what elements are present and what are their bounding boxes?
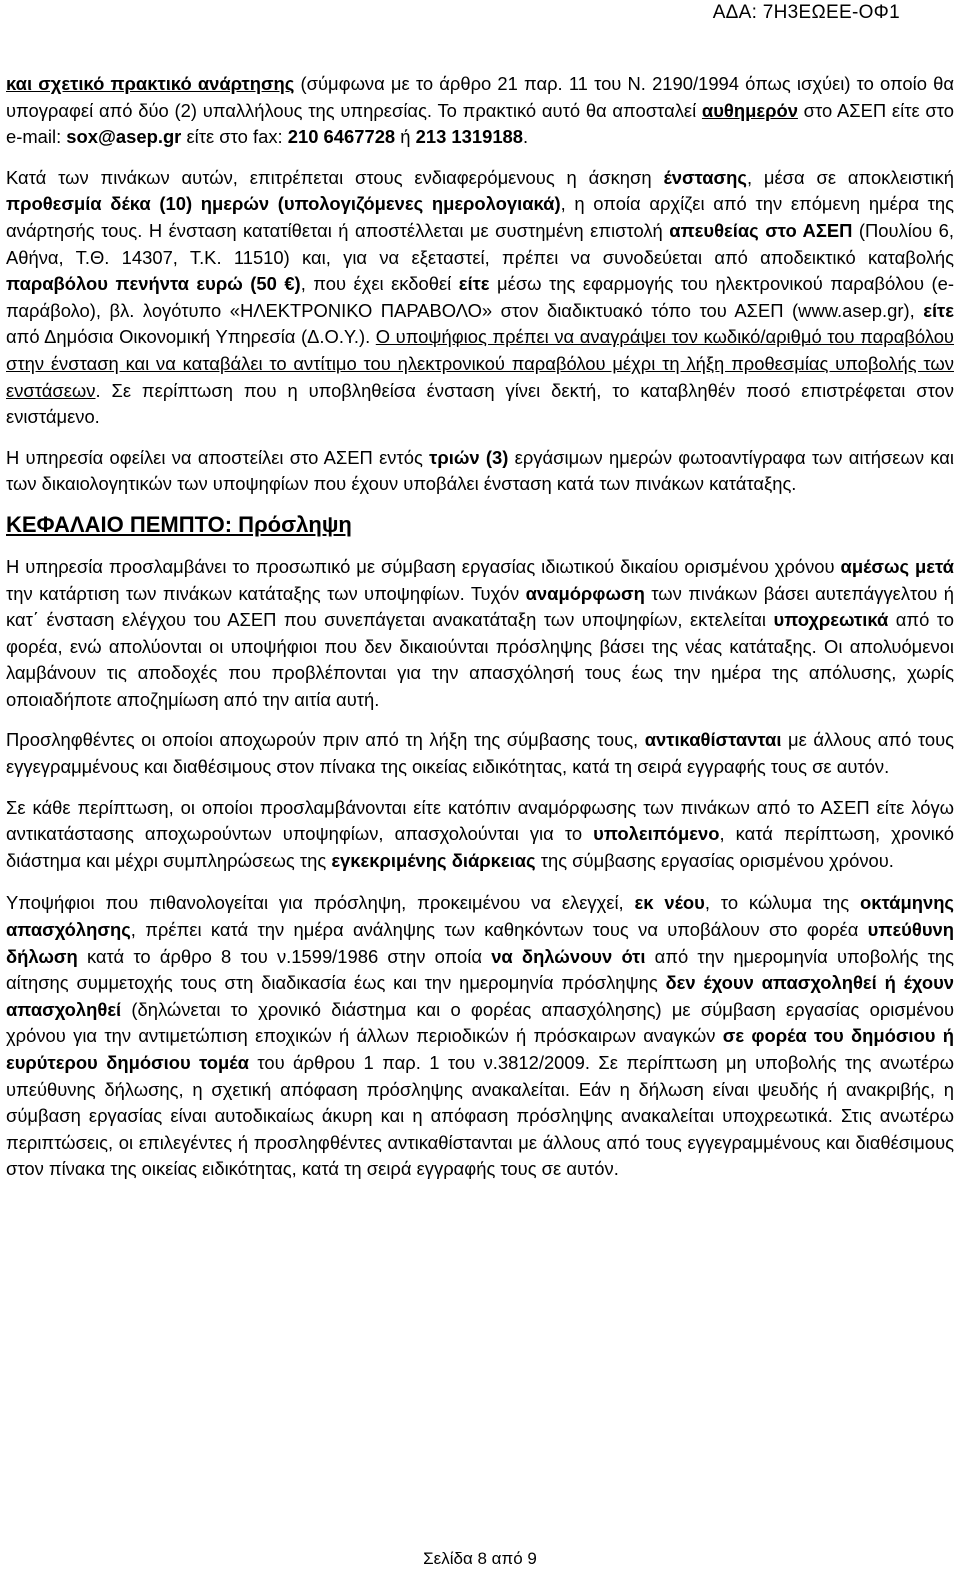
text: εργάσιμων ημερών φωτοαντίγραφα των αιτήσεων και των δικαιολογητικών των υποψηφίων που έχουν υποβάλει ένσταση κατά των πινάκων κατάταξης. (6, 446, 954, 495)
text-underlined: Ο υποψήφιος πρέπει να αναγράψει τον κωδικό/αριθμό του παραβόλου στην ένσταση και να καταβάλει το αντίτιμο του ηλεκτρονικού παραβόλου μέχρι τη λήξη προθεσμίας υποβολής των ενστάσεων (6, 326, 954, 401)
text-bold: απευθείας στο ΑΣΕΠ (669, 219, 853, 241)
text: Προσληφθέντες οι οποίοι αποχωρούν πριν από τη λήξη της σύμβασης τους, (6, 729, 645, 751)
document-body (6, 71, 954, 1183)
text: Η υπηρεσία προσλαμβάνει το προσωπικό με σύμβαση εργασίας ιδιωτικού δικαίου ορισμένου χρόνου (6, 555, 841, 577)
paragraph-remaining-duration (6, 795, 954, 875)
text: , το κώλυμα της (704, 892, 860, 914)
paragraph-objection (6, 165, 954, 431)
text: (Πουλίου 6, Αθήνα, Τ.Θ. 14307, Τ.Κ. 11510) και, για να εξεταστεί, πρέπει να συνοδεύεται από αποδεικτικό καταβολής (6, 219, 954, 268)
text: των πινάκων βάσει αυτεπάγγελτου ή κατ΄ ένσταση ελέγχου του ΑΣΕΠ που συνεπάγεται ανακατάταξη των υποψηφίων, εκτελείται (6, 582, 955, 631)
text: (δηλώνεται το χρονικό διάστημα και ο φορέας απασχόλησης) με σύμβαση εργασίας ορισμένου χρόνου για την αντιμετώπιση εποχικών ή άλλων περιοδικών ή πρόσκαιρων αναγκών (6, 998, 954, 1047)
text: ή (395, 126, 416, 148)
text-bold: είτε (458, 273, 490, 295)
fax-number-1: 210 6467728 (287, 126, 396, 148)
text: από το φορέα, ενώ απολύονται οι υποψήφιοι που δεν δικαιούνται πρόσληψης βάσει της νέας κατάταξης. Οι απολυόμενοι λαμβάνουν τις αποδοχές που προβλέπονται για την απασχόλησή τους έως την ημέρα της απόλυσης, χωρίς οποιαδήποτε αποζημίωση από την αιτία αυτή. (6, 609, 955, 710)
text: από την ημερομηνία υποβολής της αίτησης συμμετοχής τους στη διαδικασία έως και την ημερομηνία πρόσληψης (6, 945, 954, 994)
text: μέσω της εφαρμογής του ηλεκτρονικού παραβόλου (e-παράβολο), βλ. λογότυπο «ΗΛΕΚΤΡΟΝΙΚΟ ΠΑΡΑΒΟΛΟ» στον διαδικτυακό τόπο του ΑΣΕΠ (www.asep.gr), (6, 273, 955, 321)
text-bold: αμέσως μετά (840, 555, 954, 577)
text-bold: αντικαθίστανται (644, 729, 782, 751)
text: , κατά περίπτωση, χρονικό διάστημα και μέχρι συμπληρώσεως της (6, 823, 954, 871)
text: , μέσα σε αποκλειστική (746, 166, 954, 188)
text: (σύμφωνα με το άρθρο 21 παρ. 11 του Ν. 2190/1994 όπως ισχύει) το οποίο θα υπογραφεί από δύο (2) υπαλλήλους της υπηρεσίας. Το πρακτικό αυτό θα αποσταλεί (6, 73, 954, 121)
text: στο ΑΣΕΠ είτε στο e-mail: (6, 99, 954, 148)
text-bold: οκτάμηνης απασχόλησης (6, 892, 955, 941)
text-bold: τριών (3) (429, 446, 509, 468)
text: , η οποία αρχίζει από την επόμενη ημέρα της ανάρτησής τους. Η ένσταση κατατίθεται ή αποστέλλεται με συστημένη επιστολή (6, 193, 954, 241)
text: Η υπηρεσία οφείλει να αποστείλει στο ΑΣΕΠ εντός (6, 446, 430, 468)
text: . (523, 126, 529, 148)
text-bold: είτε (923, 299, 954, 321)
text-bold: να δηλώνουν ότι (491, 945, 646, 967)
text: του άρθρου 1 παρ. 1 του ν.3812/2009. Σε περίπτωση μη υποβολής της ανωτέρω υπεύθυνης δήλωσης, η σχετική απόφαση πρόσληψης ανακαλείται. Εάν η δήλωση είναι ψευδής ή ανακριβής, η σύμβαση εργασίας είναι αυτοδικαίως άκυρη και η απόφαση πρόσληψης ανακαλείται υποχρεωτικά. Στις ανωτέρω περιπτώσεις, οι επιλεγέντες ή προσληφθέντες αντικαθίστανται με άλλους από τους εγγεγραμμένους και διαθέσιμους στον πίνακα της οικείας ειδικότητας, κατά τη σειρά εγγραφής τους σε αυτόν. (6, 1052, 954, 1180)
ada-code: ΑΔΑ: 7Η3ΕΩΕΕ-ΟΦ1 (712, 2, 900, 23)
text: την κατάρτιση των πινάκων κατάταξης των υποψηφίων. Τυχόν (6, 582, 526, 604)
paragraph-posting-record (6, 71, 954, 151)
text: από Δημόσια Οικονομική Υπηρεσία (Δ.Ο.Υ.). (6, 326, 376, 348)
text-bold: αυθημερόν (701, 99, 798, 121)
text-bold: προθεσμία δέκα (10) ημερών (υπολογιζόμενες ημερολογιακά) (6, 193, 561, 215)
fax-number-2: 213 1319188 (415, 126, 523, 148)
paragraph-hiring (6, 554, 954, 714)
text: είτε στο fax: (181, 126, 288, 148)
text: κατά το άρθρο 8 του ν.1599/1986 στην οποία (77, 945, 492, 967)
text: Σε κάθε περίπτωση, οι οποίοι προσλαμβάνονται είτε κατόπιν αναμόρφωσης των πινάκων από το ΑΣΕΠ είτε λόγω αντικατάστασης αποχωρούντων υποψηφίων, απασχολούνται για το (6, 796, 954, 845)
text: , πρέπει κατά την ημέρα ανάληψης των καθηκόντων τους να υποβάλουν στο φορέα (130, 919, 868, 941)
text-bold: ένστασης (663, 166, 747, 188)
paragraph-declaration (6, 890, 954, 1183)
text-bold: εκ νέου (634, 892, 705, 914)
text-bold: και σχετικό πρακτικό ανάρτησης (6, 73, 295, 94)
paragraph-service-obligation (6, 445, 954, 498)
text-bold: υπεύθυνη δήλωση (6, 919, 954, 967)
text: με άλλους από τους εγγεγραμμένους και διαθέσιμους στον πίνακα της οικείας ειδικότητας, κατά τη σειρά εγγραφής τους σε αυτόν. (6, 729, 955, 778)
text: της σύμβασης εργασίας ορισμένου χρόνου. (535, 849, 894, 871)
email-address: sox@asep.gr (66, 126, 182, 148)
text-bold: αναμόρφωση (525, 582, 645, 604)
text: Υποψήφιοι που πιθανολογείται για πρόσληψη, προκειμένου να ελεγχεί, (6, 892, 635, 914)
text-bold: παραβόλου πενήντα ευρώ (50 €) (6, 273, 301, 295)
text: , που έχει εκδοθεί (300, 273, 459, 295)
text-bold: σε φορέα του δημόσιου ή ευρύτερου δημόσιου τομέα (6, 1025, 955, 1073)
text-bold: υποχρεωτικά (773, 609, 889, 631)
paragraph-replacement (6, 727, 954, 780)
page-number: Σελίδα 8 από 9 (423, 1549, 537, 1568)
text: Κατά των πινάκων αυτών, επιτρέπεται στους ενδιαφερόμενους η άσκηση (6, 166, 664, 188)
text-bold: υπολειπόμενο (593, 823, 720, 845)
text: . Σε περίπτωση που η υποβληθείσα ένσταση γίνει δεκτή, το καταβληθέν ποσό επιστρέφεται στον ενιστάμενο. (6, 379, 954, 428)
chapter-heading: ΚΕΦΑΛΑΙΟ ΠΕΜΠΤΟ: Πρόσληψη (6, 511, 352, 537)
text-bold: δεν έχουν απασχοληθεί ή έχουν απασχοληθεί (6, 972, 954, 1020)
text-bold: εγκεκριμένης διάρκειας (331, 849, 536, 871)
